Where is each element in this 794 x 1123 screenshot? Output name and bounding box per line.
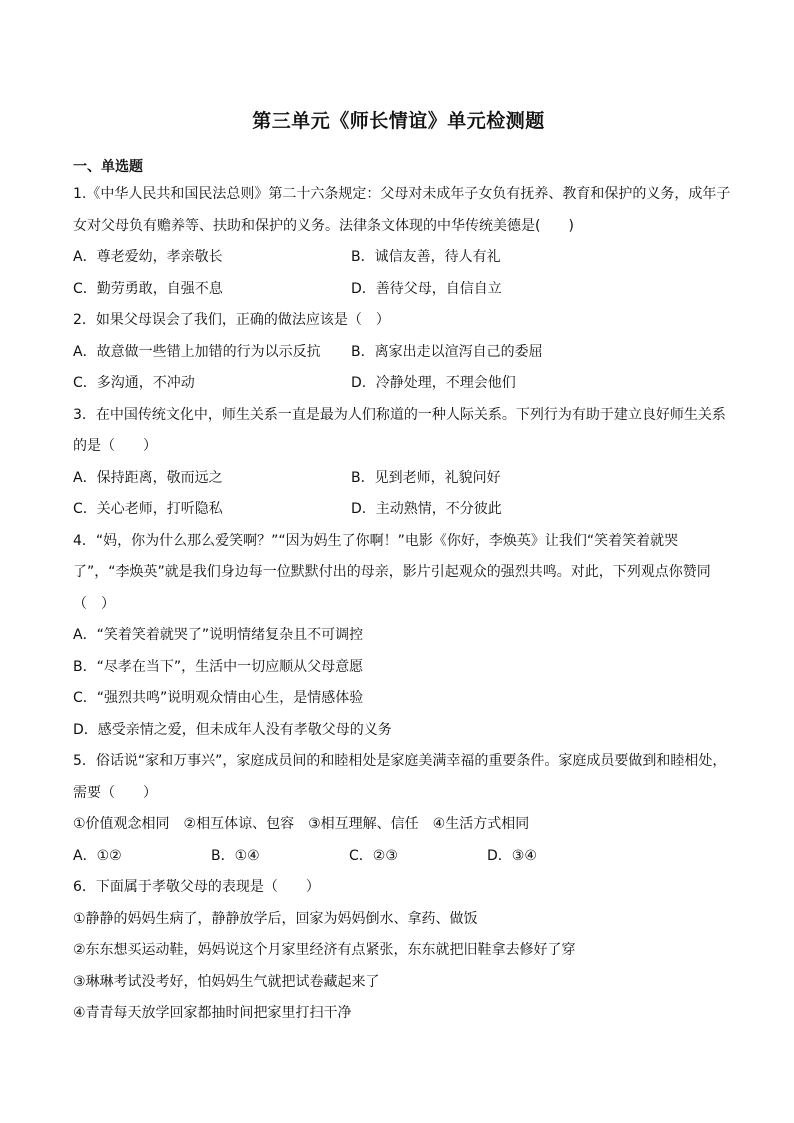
question-stem: 5．俗话说“家和万事兴”，家庭成员间的和睦相处是家庭美满幸福的重要条件。家庭成员要做到和睦相处， <box>73 753 727 769</box>
option-b: B．见到老师，礼貌问好 <box>351 469 501 486</box>
question-5 <box>73 750 727 867</box>
page-title: 第三单元《师长情谊》单元检测题 <box>252 110 545 132</box>
option-c: C．②③ <box>349 847 398 864</box>
option-a: A．①② <box>73 847 122 864</box>
options-row <box>73 372 724 394</box>
option-d: D．善待父母，自信自立 <box>351 280 502 297</box>
question-stem: 6．下面属于孝敬父母的表现是（ ） <box>73 879 320 895</box>
question-stem: （ ） <box>73 595 115 612</box>
question-stem: 1.《中华人民共和国民法总则》第二十六条规定：父母对未成年子女负有抚养、教育和保护的义务，成年子 <box>73 186 731 202</box>
option-c: C．多沟通，不冲动 <box>73 375 195 391</box>
statement-item: ④青青每天放学回家都抽时间把家里打扫干净 <box>73 1005 352 1021</box>
options-row <box>73 246 724 268</box>
options-row <box>73 845 724 867</box>
statement-item: ②东东想买运动鞋，妈妈说这个月家里经济有点紧张，东东就把旧鞋拿去修好了穿 <box>73 942 576 958</box>
question-stem: 2．如果父母误会了我们，正确的做法应该是（ ） <box>73 312 390 328</box>
options-row <box>73 467 724 489</box>
option-a: A．故意做一些错上加错的行为以示反抗 <box>73 343 321 360</box>
options-row <box>73 498 724 520</box>
question-stem: 4．“妈，你为什么那么爱笑啊？”“因为妈生了你啊！”电影《你好，李焕英》让我们“笑着笑着就哭 <box>73 532 679 549</box>
option-c: C．“强烈共鸣”说明观众情由心生，是情感体验 <box>73 690 364 706</box>
question-stem: 需要（ ） <box>73 784 157 801</box>
question-3 <box>73 404 724 521</box>
statement-list: ①价值观念相同 ②相互体谅、包容 ③相互理解、信任 ④生活方式相同 <box>73 816 530 832</box>
options-row <box>73 278 724 300</box>
option-c: C．关心老师，打听隐私 <box>73 501 223 517</box>
option-b: B．离家出走以渲泻自己的委屈 <box>351 343 543 360</box>
option-d: D．③④ <box>487 847 537 864</box>
section-heading: 一、单选题 <box>73 159 143 175</box>
statement-item: ③琳琳考试没考好，怕妈妈生气就把试卷藏起来了 <box>73 973 380 990</box>
option-b: B．诚信友善，待人有礼 <box>351 249 501 265</box>
question-stem: 了”，“李焕英”就是我们身边每一位默默付出的母亲，影片引起观众的强烈共鸣。对此，下列观点你赞同 <box>73 564 711 580</box>
option-d: D．主动熟情，不分彼此 <box>351 501 502 517</box>
option-b: B．①④ <box>211 847 260 864</box>
option-a: A．保持距离，敬而远之 <box>73 469 223 486</box>
question-stem: 女对父母负有赡养等、扶助和保护的义务。法律条文体现的中华传统美德是( ) <box>73 217 574 234</box>
option-a: A．“笑着笑着就哭了”说明情绪复杂且不可调控 <box>73 627 364 643</box>
option-a: A．尊老爱幼，孝亲敬长 <box>73 249 223 265</box>
options-row <box>73 341 724 363</box>
option-d: D．感受亲情之爱，但未成年人没有孝敬父母的义务 <box>73 721 392 738</box>
question-2 <box>73 309 724 394</box>
question-6 <box>73 876 724 1024</box>
question-stem: 3．在中国传统文化中，师生关系一直是最为人们称道的一种人际关系。下列行为有助于建立良好师生关系 <box>73 406 726 423</box>
question-stem: 的是（ ） <box>73 438 157 454</box>
question-4 <box>73 530 724 741</box>
option-d: D．冷静处理，不理会他们 <box>351 375 516 391</box>
statement-item: ①静静的妈妈生病了，静静放学后，回家为妈妈倒水、拿药、做饭 <box>73 910 478 927</box>
question-1 <box>73 183 731 300</box>
option-b: B．“尽孝在当下”，生活中一切应顺从父母意愿 <box>73 658 364 675</box>
option-c: C．勤劳勇敢，自强不息 <box>73 280 223 297</box>
